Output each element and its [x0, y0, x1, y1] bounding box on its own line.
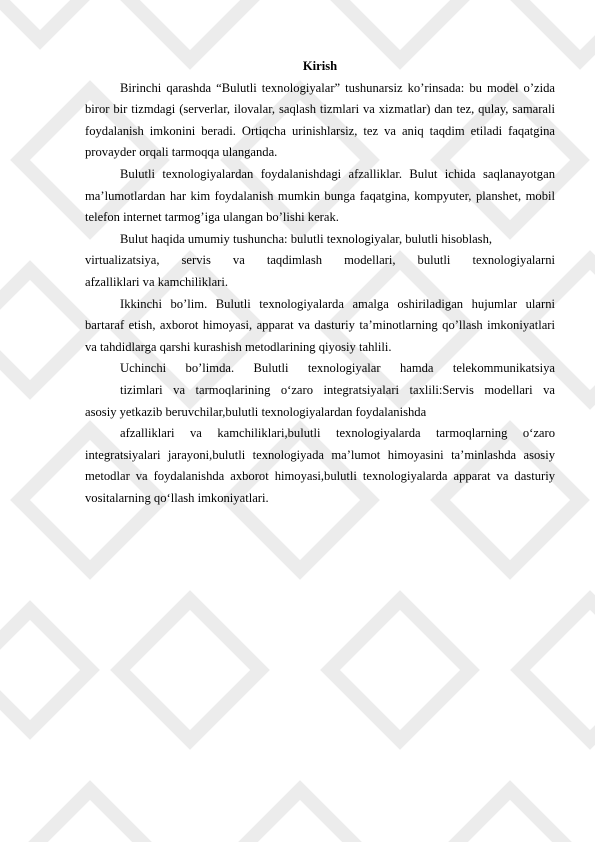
paragraph-5-line-1: Uchinchi bo’limda. Bulutli texnologiyalar hamda telekommunikatsiya — [120, 361, 555, 376]
paragraph-3-line-2: virtualizatsiya, servis va taqdimlash modellari, bulutli texnologiyalarni — [85, 253, 555, 268]
paragraph-4: Ikkinchi bo’lim. Bulutli texnologiyalarda amalga oshiriladigan hujumlar ularni bartaraf etish, axborot himoyasi, apparat va dasturiy ta’minotlarning qo’llash imkoniyatlari va tahdidlarga qarshi kurashish metodlarining qiyosiy tahlili. — [85, 296, 555, 354]
paragraph-1: Birinchi qarashda “Bulutli texnologiyalar” tushunarsiz ko’rinsada: bu model o’zida biror bir tizmdagi (serverlar, ilovalar, saqlash tizmlari va xizmatlar) dan tez, qulay, samarali foydalanish imkonini beradi. Ortiqcha urinishlarsiz, tez va aniq taqdim etiladi faqatgina provayder orqali tarmoqqa ulanganda. — [85, 80, 555, 160]
page-title: Kirish — [302, 59, 338, 73]
paragraph-3-line-1: Bulut haqida umumiy tushuncha: bulutli texnologiyalar, bulutli hisoblash, — [120, 231, 493, 246]
paragraph-5-line-2: tizimlari va tarmoqlarining o‘zaro integratsiyalari taxlili:Servis modellari va — [120, 382, 555, 397]
paragraph-6: afzalliklari va kamchiliklari,bulutli texnologiyalarda tarmoqlarning o‘zaro integratsiyalari jarayoni,bulutli texnologiyada ma’lumot himoyasini ta’minlashda asosiy metodlar va foydalanishda axborot himoyasi,bulutli texnologiyalarda apparat va dasturiy vositalarning qo‘llash imkoniyatlari. — [85, 426, 555, 505]
paragraph-2: Bulutli texnologiyalardan foydalanishdagi afzalliklar. Bulut ichida saqlanayotgan ma’lumotlardan har kim foydalanish mumkin bunga faqatgina, kompyuter, planshet, mobil telefon internet tarmog’iga ulangan bo’lishi kerak. — [85, 166, 555, 225]
document-body — [85, 56, 555, 509]
paragraph-3-line-3: afzalliklari va kamchiliklari. — [85, 274, 229, 289]
paragraph-5-line-3: asosiy yetkazib beruvchilar,bulutli texnologiyalardan foydalanishda — [85, 404, 427, 419]
